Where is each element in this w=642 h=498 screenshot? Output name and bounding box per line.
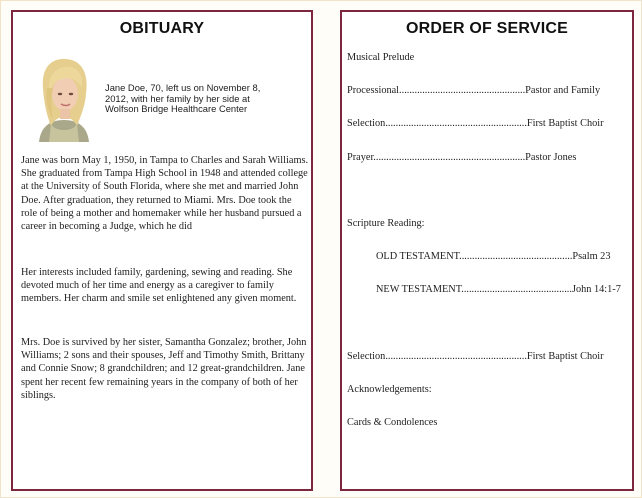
obituary-paragraph-1: Jane was born May 1, 1950, in Tampa to Charles and Sarah Williams. She graduated from Tampa High School in 1948 and attended college at the University of South Florida, where she met and married John Doe. After graduation, they returned to Miami. Mrs. Doe took the role of being a mother and homemaker while her husband pursued a career in becoming a Judge, which he did xyxy=(21,155,309,233)
service-line-selection-1: Selection.......................................................First Baptist Choir xyxy=(347,118,604,129)
portrait-photo xyxy=(33,54,95,142)
service-line-musical-prelude: Musical Prelude xyxy=(347,52,415,63)
service-title: ORDER OF SERVICE xyxy=(405,20,569,37)
service-panel xyxy=(340,10,634,491)
obituary-panel xyxy=(11,10,313,491)
obituary-paragraph-3: Mrs. Doe is survived by her sister, Samantha Gonzalez; brother, John Williams; 2 sons and their spouses, Jeff and Timothy Smith, Brittany and Connie Snow; 8 grandchildren; and 12 great-grandchildren. Jane spent her recent few remaining years in the company of both of her siblings. xyxy=(21,337,307,401)
obituary-intro: Jane Doe, 70, left us on November 8, 2012, with her family by her side at Wolfson Bridge Healthcare Center xyxy=(105,82,261,115)
service-line-old-testament: OLD TESTAMENT............................................Psalm 23 xyxy=(376,251,611,262)
obituary-title: OBITUARY xyxy=(119,20,205,37)
service-line-cards-condolences: Cards & Condolences xyxy=(347,417,438,428)
service-line-selection-2: Selection.......................................................First Baptist Choir xyxy=(347,351,604,362)
service-line-acknowledgements: Acknowledgements: xyxy=(347,384,432,395)
service-line-processional: Processional.................................................Pastor and Family xyxy=(347,85,601,96)
service-line-new-testament: NEW TESTAMENT...........................................John 14:1-7 xyxy=(376,284,621,295)
service-line-scripture-reading: Scripture Reading: xyxy=(347,218,425,229)
service-line-prayer: Prayer...........................................................Pastor Jones xyxy=(347,152,577,163)
obituary-paragraph-2: Her interests included family, gardening, sewing and reading. She devoted much of her time and energy as a caregiver to family members. Her charm and smile set enlightened any given moment. xyxy=(21,267,297,305)
